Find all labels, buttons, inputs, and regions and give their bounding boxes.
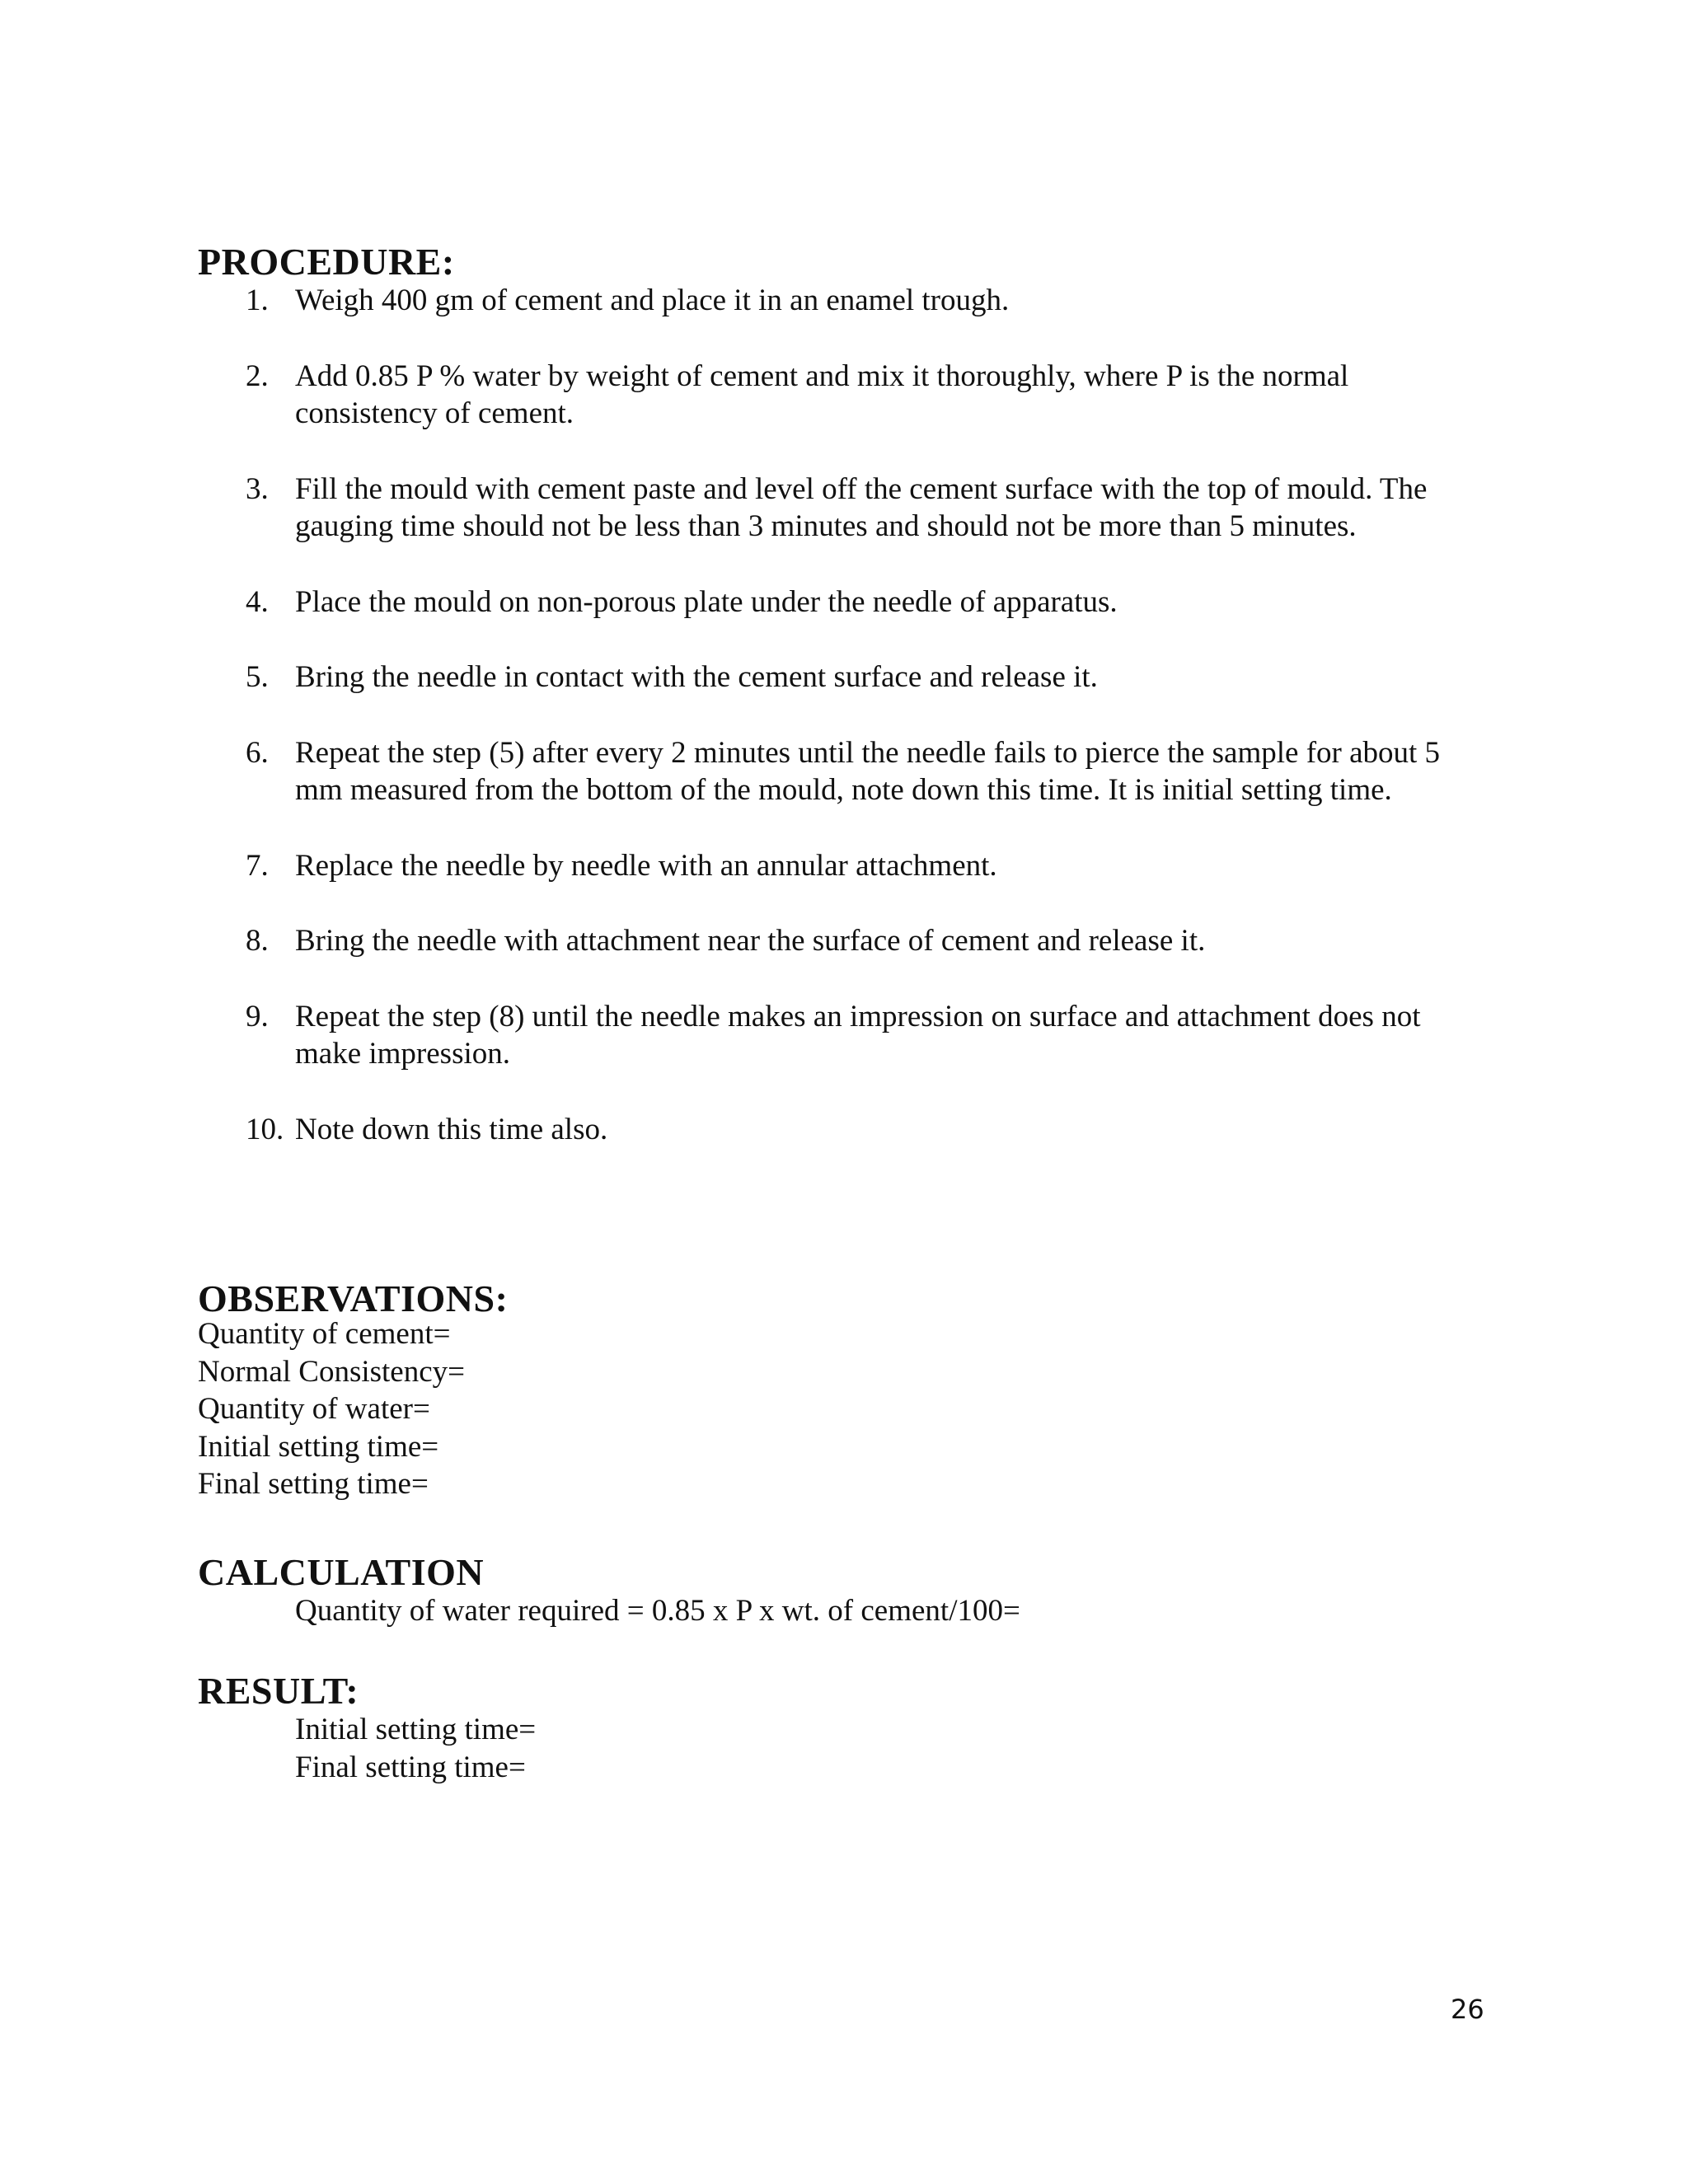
page-number: 26 xyxy=(1451,1994,1484,2025)
step-number: 4. xyxy=(246,584,269,619)
step-number: 6. xyxy=(246,735,269,770)
step-number: 3. xyxy=(246,471,269,506)
step-number: 8. xyxy=(246,924,269,958)
observations-list xyxy=(198,1315,465,1503)
step-number: 5. xyxy=(246,660,269,694)
step-number: 9. xyxy=(246,999,269,1033)
step-text: Repeat the step (8) until the needle makes an impression on surface and attachment does not make impression. xyxy=(295,999,1421,1071)
observations-heading: OBSERVATIONS: xyxy=(198,1277,509,1319)
step-text: Weigh 400 gm of cement and place it in an enamel trough. xyxy=(295,284,1010,317)
result-heading: RESULT: xyxy=(198,1670,359,1712)
procedure-step xyxy=(198,471,1467,546)
calculation-formula: Quantity of water required = 0.85 x P x wt. of cement/100= xyxy=(295,1594,1020,1628)
procedure-heading: PROCEDURE: xyxy=(198,241,455,283)
step-text: Bring the needle with attachment near the surface of cement and release it. xyxy=(295,924,1206,958)
step-number: 2. xyxy=(246,359,269,393)
procedure-steps-list xyxy=(198,282,1467,1186)
procedure-step xyxy=(198,358,1467,433)
observation-line: Quantity of water= xyxy=(198,1392,430,1426)
procedure-step xyxy=(198,658,1467,696)
step-text: Place the mould on non-porous plate under the needle of apparatus. xyxy=(295,584,1118,619)
step-text: Bring the needle in contact with the cement surface and release it. xyxy=(295,660,1098,694)
observation-line: Normal Consistency= xyxy=(198,1354,466,1389)
observation-line: Initial setting time= xyxy=(198,1429,439,1464)
step-number: 7. xyxy=(246,848,269,883)
observation-line: Final setting time= xyxy=(198,1467,429,1501)
step-text: Repeat the step (5) after every 2 minutes until the needle fails to pierce the sample for about 5 mm measured from the bottom of the mould, note down this time. It is initial setting time. xyxy=(295,735,1441,807)
procedure-step xyxy=(198,998,1467,1073)
result-line: Final setting time= xyxy=(295,1750,526,1784)
procedure-step xyxy=(198,282,1467,320)
procedure-step xyxy=(198,1111,1467,1149)
step-text: Note down this time also. xyxy=(295,1112,608,1146)
step-text: Add 0.85 P % water by weight of cement and mix it thoroughly, where P is the normal consistency of cement. xyxy=(295,359,1349,430)
procedure-step xyxy=(198,922,1467,960)
step-number: 10. xyxy=(246,1112,284,1146)
step-text: Fill the mould with cement paste and level off the cement surface with the top of mould. The gauging time should not be less than 3 minutes and should not be more than 5 minutes. xyxy=(295,471,1428,543)
procedure-step xyxy=(198,734,1467,809)
step-text: Replace the needle by needle with an annular attachment. xyxy=(295,848,997,883)
procedure-step xyxy=(198,583,1467,621)
calculation-heading: CALCULATION xyxy=(198,1551,485,1593)
procedure-step xyxy=(198,847,1467,885)
result-line: Initial setting time= xyxy=(295,1713,537,1746)
step-number: 1. xyxy=(246,284,269,317)
result-list xyxy=(295,1711,536,1786)
observation-line: Quantity of cement= xyxy=(198,1317,451,1351)
